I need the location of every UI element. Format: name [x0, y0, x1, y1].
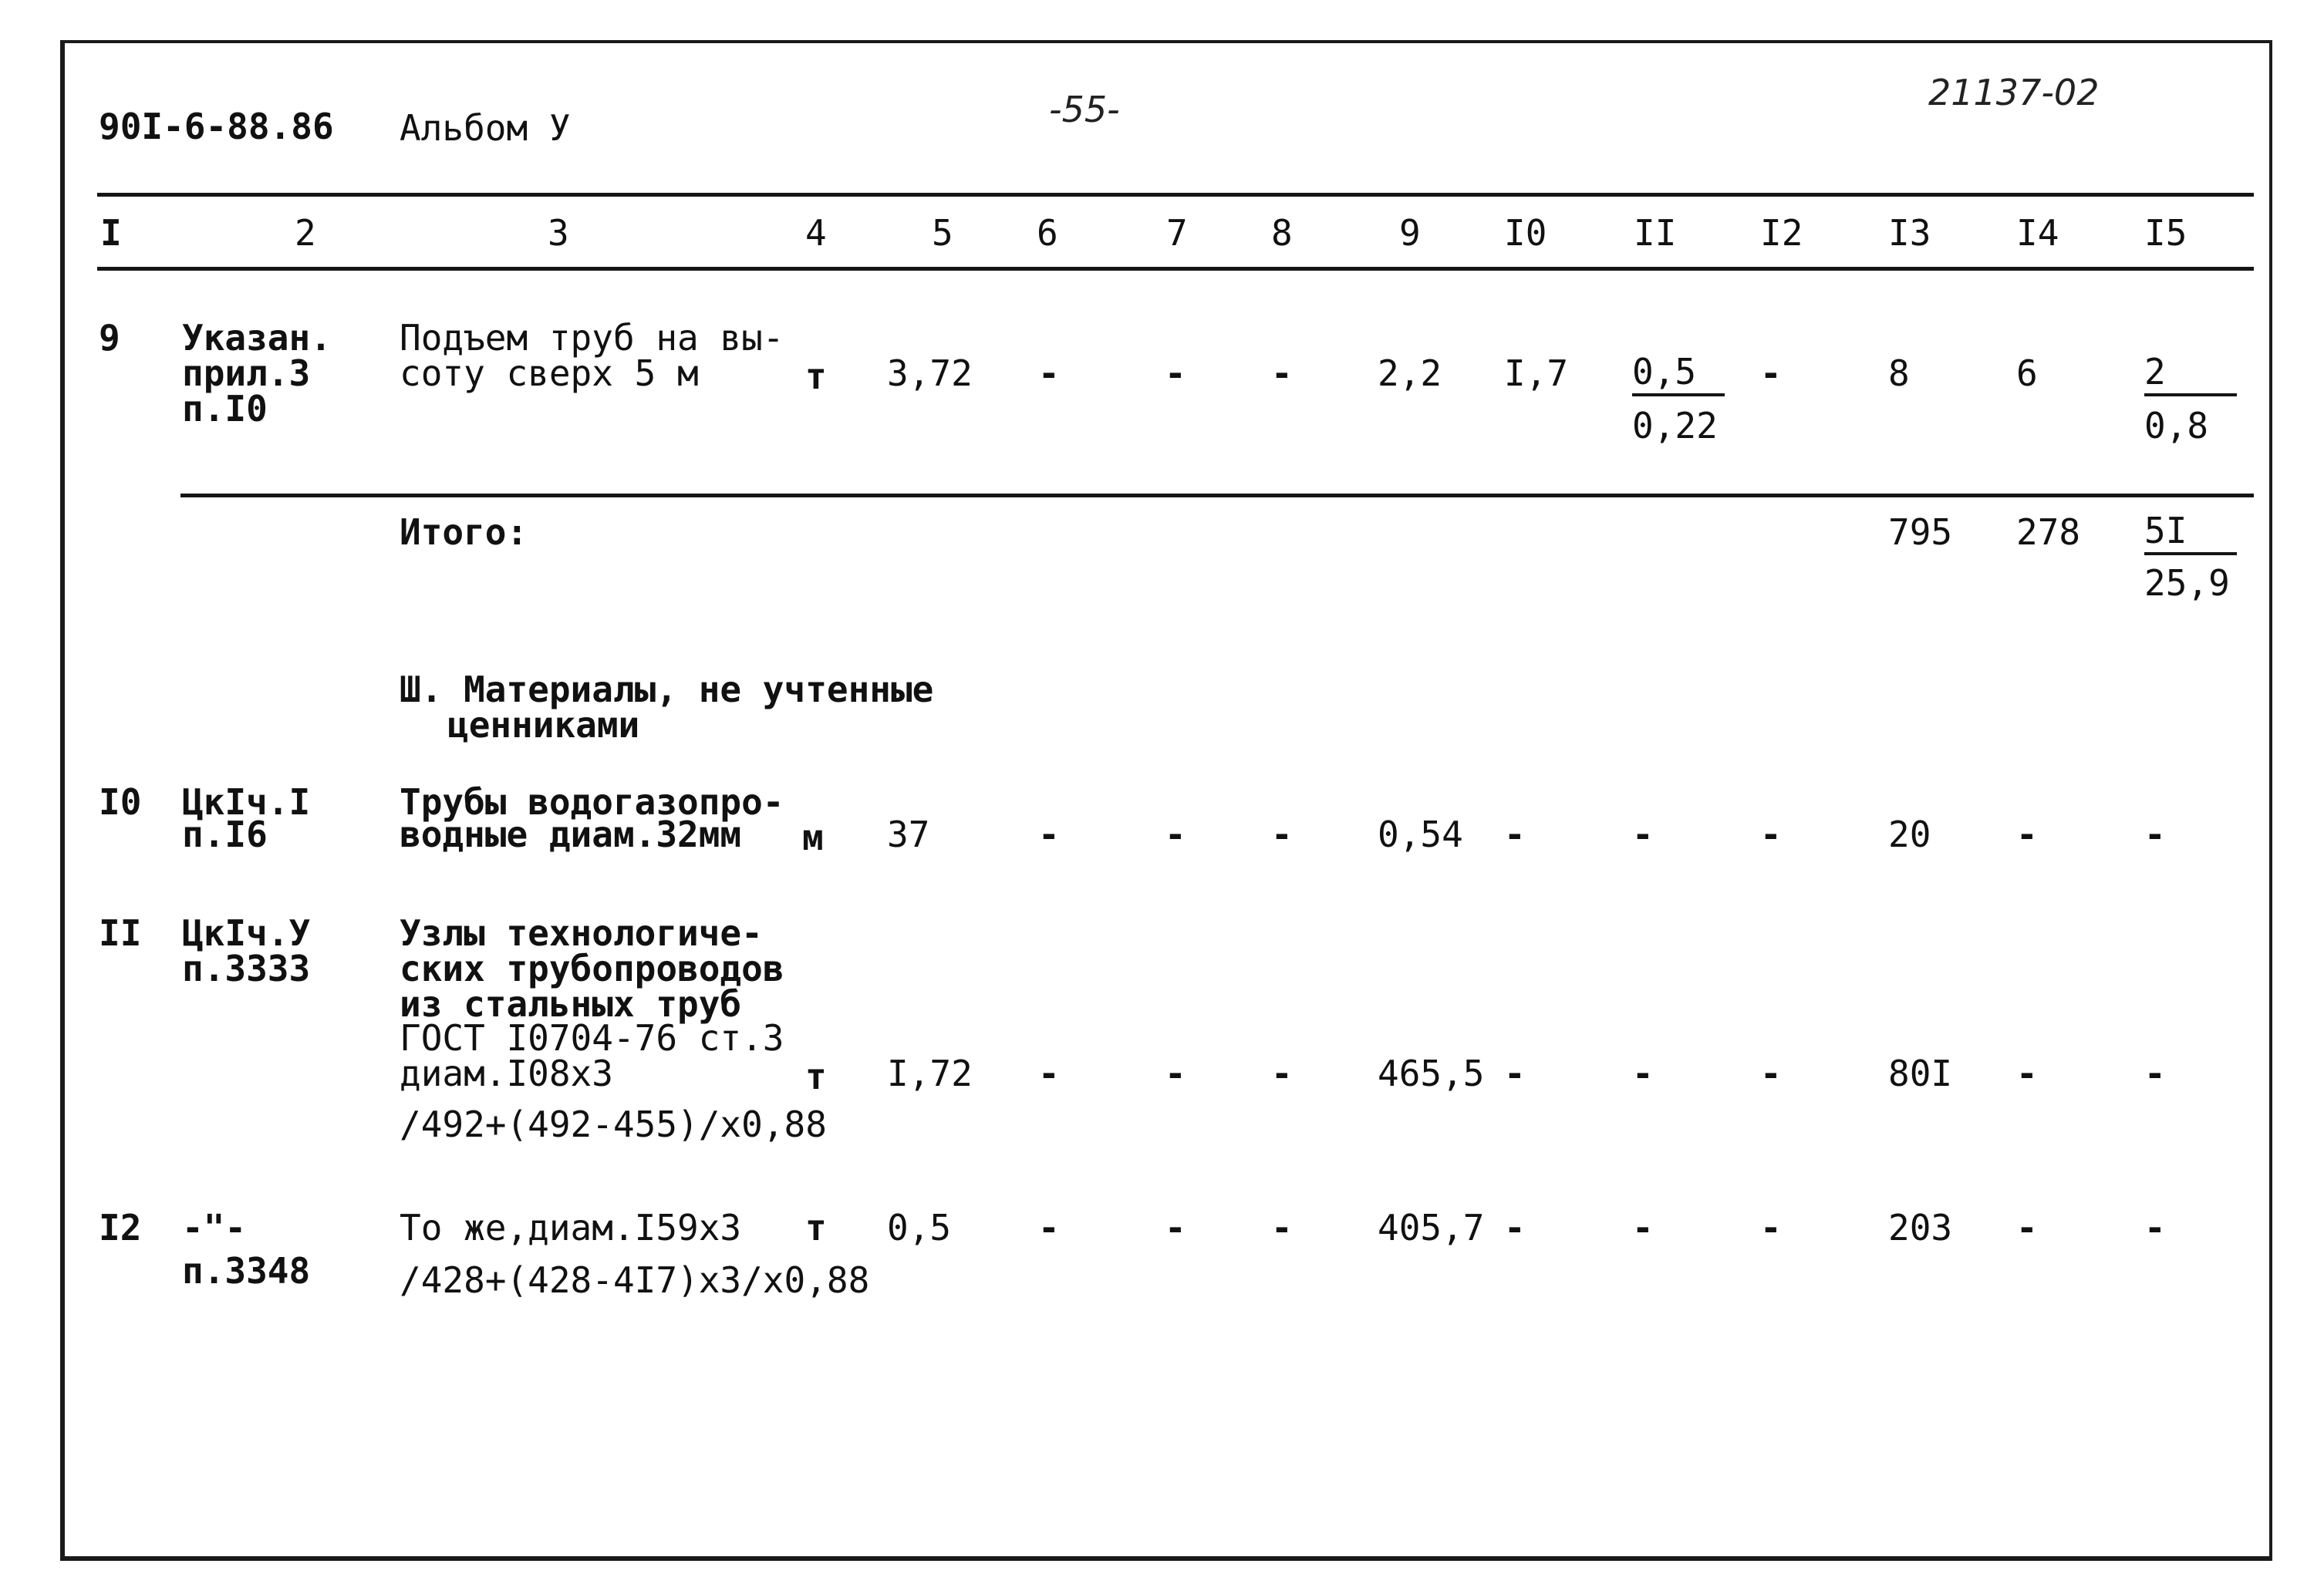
col-header: I2 [1760, 212, 1803, 254]
col-header: I5 [2144, 212, 2187, 254]
cell-fraction-top: 0,5 [1632, 353, 1725, 396]
cell: - [1632, 814, 1654, 855]
cell: 8 [1888, 352, 1910, 394]
cell: - [1632, 1207, 1654, 1249]
cell: 20 [1888, 814, 1931, 855]
row-ref: -"- [182, 1207, 247, 1249]
cell: - [1760, 352, 1782, 394]
cell: - [1038, 1053, 1060, 1094]
header-rule-top [97, 193, 2254, 197]
col-header: 6 [1037, 212, 1058, 254]
row-description: Трубы водогазопро- [400, 781, 784, 823]
cell: - [1038, 814, 1060, 855]
cell-fraction-top: 2 [2144, 353, 2237, 396]
cell: - [1038, 1207, 1060, 1249]
row-qty: I,72 [887, 1053, 973, 1094]
cell: - [1038, 352, 1060, 394]
cell-fraction-bottom: 0,8 [2144, 405, 2209, 447]
row-ref: ЦкIч.У [182, 912, 311, 954]
cell-fraction-bottom: 0,22 [1632, 405, 1718, 447]
cell: I,7 [1504, 352, 1569, 394]
cell: - [2144, 1207, 2166, 1249]
cell: - [1165, 1053, 1186, 1094]
row-qty: 3,72 [887, 352, 973, 394]
cell: 6 [2016, 352, 2038, 394]
row-ref: прил.3 [182, 352, 311, 394]
row-number: 9 [99, 317, 120, 359]
row-description: Узлы технологиче- [400, 912, 763, 954]
row-unit: м [802, 817, 824, 858]
col-header: I3 [1888, 212, 1931, 254]
header-doc-number: 21137-02 [1928, 72, 2100, 113]
cell: - [1271, 352, 1293, 394]
header-rule-bottom [97, 267, 2254, 271]
total-cell: 795 [1888, 511, 1953, 553]
cell: - [1760, 1207, 1782, 1249]
col-header: I0 [1504, 212, 1547, 254]
cell: - [1165, 352, 1186, 394]
row-description: ских трубопроводов [400, 948, 784, 989]
col-header: 8 [1271, 212, 1293, 254]
row-number: I2 [99, 1207, 142, 1249]
row-description: ГОСТ I0704-76 ст.3 [400, 1017, 784, 1059]
row-description: диам.I08х3 [400, 1053, 613, 1094]
row-ref: п.3348 [182, 1250, 311, 1292]
col-header: II [1634, 212, 1677, 254]
cell: - [2016, 814, 2038, 855]
row-unit: т [805, 356, 827, 397]
row-number: I0 [99, 781, 142, 823]
col-header: 9 [1399, 212, 1421, 254]
col-header: 4 [805, 212, 827, 254]
row-description: водные диам.32мм [400, 814, 742, 855]
row-ref: Указан. [182, 317, 332, 359]
total-label: Итого: [400, 511, 528, 553]
total-fraction-top: 5I [2144, 512, 2237, 555]
row-number: II [99, 912, 142, 954]
row-ref: п.I0 [182, 388, 268, 430]
cell: 0,54 [1378, 814, 1463, 855]
cell: 203 [1888, 1207, 1953, 1249]
row-qty: 0,5 [887, 1207, 952, 1249]
cell: 405,7 [1378, 1207, 1485, 1249]
row-description: из стальных труб [400, 983, 742, 1025]
total-cell: 278 [2016, 511, 2081, 553]
row-description: соту сверх 5 м [400, 352, 699, 394]
cell: - [2016, 1053, 2038, 1094]
cell: - [1504, 1207, 1526, 1249]
col-header: 3 [548, 212, 569, 254]
section-title: ценниками [447, 704, 640, 746]
row-ref: п.I6 [182, 814, 268, 855]
cell: 465,5 [1378, 1053, 1485, 1094]
cell: - [1760, 814, 1782, 855]
row-qty: 37 [887, 814, 930, 855]
cell: - [2144, 814, 2166, 855]
cell: - [1271, 814, 1293, 855]
col-header: 7 [1166, 212, 1188, 254]
cell: - [1165, 1207, 1186, 1249]
cell: - [1271, 1207, 1293, 1249]
cell: - [1504, 1053, 1526, 1094]
total-fraction-bottom: 25,9 [2144, 562, 2230, 604]
cell: - [1632, 1053, 1654, 1094]
header-page: -55- [1049, 89, 1120, 130]
row-ref: п.3333 [182, 948, 311, 989]
cell: 2,2 [1378, 352, 1442, 394]
row-formula: /428+(428-4I7)х3/х0,88 [400, 1259, 870, 1301]
cell: - [1760, 1053, 1782, 1094]
row-formula: /492+(492-455)/х0,88 [400, 1104, 827, 1145]
cell: 80I [1888, 1053, 1953, 1094]
cell: - [2016, 1207, 2038, 1249]
row-description: То же,диам.I59х3 [400, 1207, 742, 1249]
total-rule [180, 494, 2254, 497]
cell: - [1271, 1053, 1293, 1094]
col-header: I4 [2016, 212, 2059, 254]
row-description: Подъем труб на вы- [400, 317, 784, 359]
row-unit: т [805, 1056, 827, 1097]
cell: - [1165, 814, 1186, 855]
row-ref: ЦкIч.I [182, 781, 311, 823]
col-header: I [100, 212, 122, 254]
cell: - [1504, 814, 1526, 855]
header-code: 90I-6-88.86 [99, 106, 334, 147]
col-header: 5 [932, 212, 953, 254]
section-title: Ш. Материалы, не учтенные [400, 669, 934, 710]
row-unit: т [805, 1207, 827, 1249]
cell: - [2144, 1053, 2166, 1094]
header-album: Альбом У [400, 107, 571, 149]
col-header: 2 [295, 212, 316, 254]
